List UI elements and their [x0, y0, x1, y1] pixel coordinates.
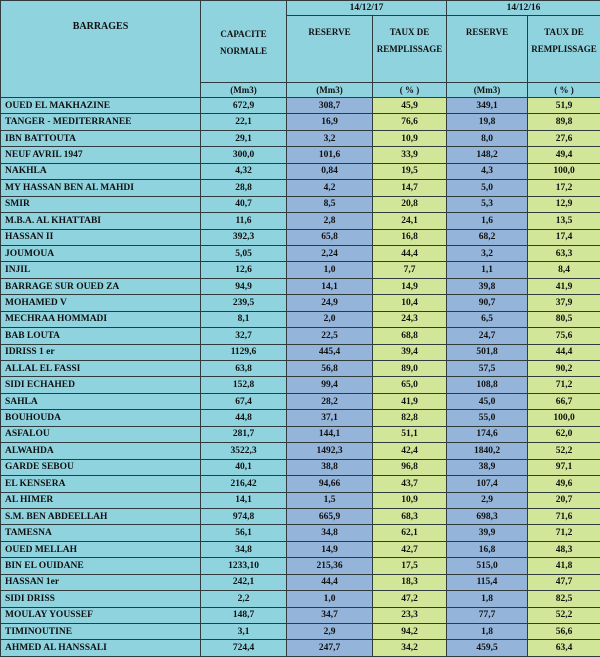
table-row	[1, 377, 600, 393]
dam-name: NEUF AVRIL 1947	[1, 147, 201, 163]
capacity-cell: 4,32	[201, 163, 287, 179]
capacity-cell: 974,8	[201, 508, 287, 524]
taux-2016-cell: 62,0	[528, 426, 600, 442]
table-row	[1, 311, 600, 327]
reserve-2016-cell: 108,8	[447, 377, 528, 393]
reserve-2017-cell: 14,9	[287, 541, 373, 557]
reserve-2017-cell: 34,7	[287, 607, 373, 623]
taux-2017-cell: 10,4	[373, 295, 447, 311]
reserve-2017-cell: 28,2	[287, 393, 373, 409]
reserve-2017-cell: 56,8	[287, 361, 373, 377]
taux-2016-cell: 37,9	[528, 295, 600, 311]
taux-2016-cell: 82,5	[528, 591, 600, 607]
table-row	[1, 541, 600, 557]
reserve-2017-cell: 2,24	[287, 245, 373, 261]
taux-2017-cell: 10,9	[373, 492, 447, 508]
taux-2016-cell: 13,5	[528, 213, 600, 229]
reserve-2017-cell: 1492,3	[287, 443, 373, 459]
table-row	[1, 624, 600, 640]
dam-name: AL HIMER	[1, 492, 201, 508]
reserve-2016-cell: 24,7	[447, 328, 528, 344]
dam-name: BIN EL OUIDANE	[1, 558, 201, 574]
reserve-2016-cell: 2,9	[447, 492, 528, 508]
table-row	[1, 574, 600, 590]
reserve-2017-cell: 4,2	[287, 180, 373, 196]
table-row	[1, 508, 600, 524]
dam-name: JOUMOUA	[1, 245, 201, 261]
taux-2017-cell: 10,9	[373, 130, 447, 146]
dam-name: SAHLA	[1, 393, 201, 409]
dam-name: SIDI DRISS	[1, 591, 201, 607]
taux-2016-cell: 100,0	[528, 410, 600, 426]
taux-2017-cell: 51,1	[373, 426, 447, 442]
reserve-2017-cell: 24,9	[287, 295, 373, 311]
taux-2017-cell: 23,3	[373, 607, 447, 623]
table-row	[1, 607, 600, 623]
header-unit-taux-2017: ( % )	[373, 83, 447, 98]
table-row	[1, 163, 600, 179]
taux-2017-cell: 42,7	[373, 541, 447, 557]
dam-name: HASSAN 1er	[1, 574, 201, 590]
taux-2016-cell: 47,7	[528, 574, 600, 590]
table-row	[1, 262, 600, 278]
reserve-2017-cell: 1,0	[287, 262, 373, 278]
reserve-2016-cell: 1,8	[447, 624, 528, 640]
reserve-2016-cell: 1,1	[447, 262, 528, 278]
table-header	[1, 1, 600, 98]
dam-name: ALWAHDA	[1, 443, 201, 459]
table-row	[1, 459, 600, 475]
taux-2017-cell: 16,8	[373, 229, 447, 245]
reserve-2017-cell: 1,0	[287, 591, 373, 607]
capacity-cell: 3,1	[201, 624, 287, 640]
taux-2017-cell: 47,2	[373, 591, 447, 607]
table-row	[1, 525, 600, 541]
taux-2017-cell: 14,9	[373, 278, 447, 294]
dam-name: OUED EL MAKHAZINE	[1, 98, 201, 114]
table-row	[1, 558, 600, 574]
table-row	[1, 196, 600, 212]
reserve-2016-cell: 90,7	[447, 295, 528, 311]
reserve-2016-cell: 38,9	[447, 459, 528, 475]
dam-name: SIDI ECHAHED	[1, 377, 201, 393]
taux-2016-cell: 63,3	[528, 245, 600, 261]
taux-2016-cell: 20,7	[528, 492, 600, 508]
reserve-2017-cell: 3,2	[287, 130, 373, 146]
capacity-cell: 40,7	[201, 196, 287, 212]
table-row	[1, 328, 600, 344]
table-row	[1, 278, 600, 294]
reserve-2016-cell: 6,5	[447, 311, 528, 327]
table-row	[1, 393, 600, 409]
reserve-2017-cell: 65,8	[287, 229, 373, 245]
table-row	[1, 114, 600, 130]
reserve-2017-cell: 665,9	[287, 508, 373, 524]
reserve-2017-cell: 2,0	[287, 311, 373, 327]
capacity-cell: 1233,10	[201, 558, 287, 574]
taux-2016-cell: 12,9	[528, 196, 600, 212]
taux-2016-cell: 44,4	[528, 344, 600, 360]
reserve-2017-cell: 144,1	[287, 426, 373, 442]
table-row	[1, 245, 600, 261]
capacity-cell: 28,8	[201, 180, 287, 196]
header-capacite: CAPACITE NORMALE	[201, 1, 287, 83]
taux-2016-cell: 56,6	[528, 624, 600, 640]
taux-2017-cell: 82,8	[373, 410, 447, 426]
capacity-cell: 300,0	[201, 147, 287, 163]
taux-2017-cell: 24,3	[373, 311, 447, 327]
taux-2016-cell: 71,2	[528, 525, 600, 541]
dam-name: IDRISS 1 er	[1, 344, 201, 360]
taux-2017-cell: 68,8	[373, 328, 447, 344]
reserve-2016-cell: 459,5	[447, 640, 528, 656]
table-row	[1, 180, 600, 196]
taux-2017-cell: 94,2	[373, 624, 447, 640]
taux-2017-cell: 39,4	[373, 344, 447, 360]
reserve-2017-cell: 445,4	[287, 344, 373, 360]
dam-name: TAMESNA	[1, 525, 201, 541]
reserve-2016-cell: 39,9	[447, 525, 528, 541]
taux-2017-cell: 43,7	[373, 476, 447, 492]
reserve-2016-cell: 3,2	[447, 245, 528, 261]
capacity-cell: 22,1	[201, 114, 287, 130]
dam-name: IBN BATTOUTA	[1, 130, 201, 146]
table-row	[1, 426, 600, 442]
table-row	[1, 130, 600, 146]
reserve-2016-cell: 68,2	[447, 229, 528, 245]
table-row	[1, 295, 600, 311]
reserve-2017-cell: 215,36	[287, 558, 373, 574]
dam-name: MY HASSAN BEN AL MAHDI	[1, 180, 201, 196]
header-reserve-2017: RESERVE	[287, 16, 373, 83]
header-unit-reserve-2016: (Mm3)	[447, 83, 528, 98]
taux-2016-cell: 52,2	[528, 443, 600, 459]
taux-2017-cell: 7,7	[373, 262, 447, 278]
dam-name: TANGER - MEDITERRANEE	[1, 114, 201, 130]
capacity-cell: 2,2	[201, 591, 287, 607]
header-date-2017: 14/12/17	[287, 1, 447, 16]
dam-name: S.M. BEN ABDEELLAH	[1, 508, 201, 524]
taux-2017-cell: 18,3	[373, 574, 447, 590]
header-unit-capacite: (Mm3)	[201, 83, 287, 98]
taux-2017-cell: 24,1	[373, 213, 447, 229]
dam-name: MOHAMED V	[1, 295, 201, 311]
taux-2017-cell: 65,0	[373, 377, 447, 393]
dam-name: SMIR	[1, 196, 201, 212]
reserve-2016-cell: 1,8	[447, 591, 528, 607]
reserve-2017-cell: 101,6	[287, 147, 373, 163]
taux-2017-cell: 20,8	[373, 196, 447, 212]
taux-2016-cell: 80,5	[528, 311, 600, 327]
taux-2017-cell: 33,9	[373, 147, 447, 163]
capacity-cell: 40,1	[201, 459, 287, 475]
capacity-cell: 67,4	[201, 393, 287, 409]
table-row	[1, 443, 600, 459]
dam-name: BAB LOUTA	[1, 328, 201, 344]
table-row	[1, 361, 600, 377]
taux-2016-cell: 49,4	[528, 147, 600, 163]
reserve-2016-cell: 349,1	[447, 98, 528, 114]
capacity-cell: 56,1	[201, 525, 287, 541]
taux-2016-cell: 71,2	[528, 377, 600, 393]
reserve-2016-cell: 57,5	[447, 361, 528, 377]
reserve-2017-cell: 14,1	[287, 278, 373, 294]
taux-2016-cell: 17,4	[528, 229, 600, 245]
capacity-cell: 152,8	[201, 377, 287, 393]
table-row	[1, 640, 600, 656]
taux-2017-cell: 45,9	[373, 98, 447, 114]
reserve-2017-cell: 308,7	[287, 98, 373, 114]
taux-2016-cell: 63,4	[528, 640, 600, 656]
table-row	[1, 98, 600, 114]
capacity-cell: 392,3	[201, 229, 287, 245]
reserve-2017-cell: 22,5	[287, 328, 373, 344]
reserve-2016-cell: 45,0	[447, 393, 528, 409]
dam-name: ALLAL EL FASSI	[1, 361, 201, 377]
reserve-2016-cell: 5,0	[447, 180, 528, 196]
reserve-2016-cell: 39,8	[447, 278, 528, 294]
capacity-cell: 12,6	[201, 262, 287, 278]
capacity-cell: 34,8	[201, 541, 287, 557]
reserve-2016-cell: 19,8	[447, 114, 528, 130]
header-taux-2017: TAUX DE REMPLISSAGE	[373, 16, 447, 83]
dam-name: NAKHLA	[1, 163, 201, 179]
header-unit-reserve-2017: (Mm3)	[287, 83, 373, 98]
taux-2017-cell: 76,6	[373, 114, 447, 130]
capacity-cell: 724,4	[201, 640, 287, 656]
taux-2016-cell: 17,2	[528, 180, 600, 196]
capacity-cell: 14,1	[201, 492, 287, 508]
reserve-2017-cell: 16,9	[287, 114, 373, 130]
capacity-cell: 1129,6	[201, 344, 287, 360]
taux-2016-cell: 8,4	[528, 262, 600, 278]
dam-name: OUED MELLAH	[1, 541, 201, 557]
reserve-2017-cell: 99,4	[287, 377, 373, 393]
reserve-2016-cell: 107,4	[447, 476, 528, 492]
dam-name: GARDE SEBOU	[1, 459, 201, 475]
header-taux-2016: TAUX DE REMPLISSAGE	[528, 16, 600, 83]
capacity-cell: 32,7	[201, 328, 287, 344]
reserve-2017-cell: 38,8	[287, 459, 373, 475]
dam-name: ASFALOU	[1, 426, 201, 442]
capacity-cell: 239,5	[201, 295, 287, 311]
capacity-cell: 281,7	[201, 426, 287, 442]
capacity-cell: 63,8	[201, 361, 287, 377]
reserve-2017-cell: 8,5	[287, 196, 373, 212]
taux-2017-cell: 42,4	[373, 443, 447, 459]
capacity-cell: 8,1	[201, 311, 287, 327]
reserve-2017-cell: 94,66	[287, 476, 373, 492]
reserve-2017-cell: 44,4	[287, 574, 373, 590]
reserve-2016-cell: 1840,2	[447, 443, 528, 459]
dam-name: BARRAGE SUR OUED ZA	[1, 278, 201, 294]
reserve-2016-cell: 77,7	[447, 607, 528, 623]
taux-2017-cell: 62,1	[373, 525, 447, 541]
capacity-cell: 672,9	[201, 98, 287, 114]
header-reserve-2016: RESERVE	[447, 16, 528, 83]
reserve-2017-cell: 0,84	[287, 163, 373, 179]
taux-2016-cell: 27,6	[528, 130, 600, 146]
taux-2016-cell: 49,6	[528, 476, 600, 492]
reserve-2016-cell: 515,0	[447, 558, 528, 574]
taux-2016-cell: 71,6	[528, 508, 600, 524]
reserve-2016-cell: 55,0	[447, 410, 528, 426]
dam-name: MECHRAA HOMMADI	[1, 311, 201, 327]
table-row	[1, 410, 600, 426]
dam-name: INJIL	[1, 262, 201, 278]
header-unit-taux-2016: ( % )	[528, 83, 600, 98]
dam-name: TIMINOUTINE	[1, 624, 201, 640]
capacity-cell: 216,42	[201, 476, 287, 492]
capacity-cell: 242,1	[201, 574, 287, 590]
capacity-cell: 3522,3	[201, 443, 287, 459]
reserve-2017-cell: 2,8	[287, 213, 373, 229]
taux-2016-cell: 75,6	[528, 328, 600, 344]
dam-name: AHMED AL HANSSALI	[1, 640, 201, 656]
reserve-2017-cell: 247,7	[287, 640, 373, 656]
taux-2016-cell: 100,0	[528, 163, 600, 179]
table-row	[1, 147, 600, 163]
taux-2017-cell: 14,7	[373, 180, 447, 196]
reserve-2016-cell: 8,0	[447, 130, 528, 146]
capacity-cell: 5,05	[201, 245, 287, 261]
table-row	[1, 344, 600, 360]
taux-2017-cell: 44,4	[373, 245, 447, 261]
taux-2017-cell: 19,5	[373, 163, 447, 179]
taux-2016-cell: 90,2	[528, 361, 600, 377]
table-row	[1, 591, 600, 607]
capacity-cell: 148,7	[201, 607, 287, 623]
capacity-cell: 94,9	[201, 278, 287, 294]
dam-name: M.B.A. AL KHATTABI	[1, 213, 201, 229]
taux-2016-cell: 89,8	[528, 114, 600, 130]
capacity-cell: 44,8	[201, 410, 287, 426]
reserve-2016-cell: 16,8	[447, 541, 528, 557]
taux-2017-cell: 34,2	[373, 640, 447, 656]
taux-2016-cell: 66,7	[528, 393, 600, 409]
table-row	[1, 213, 600, 229]
dam-name: BOUHOUDA	[1, 410, 201, 426]
table-row	[1, 476, 600, 492]
reserve-2016-cell: 501,8	[447, 344, 528, 360]
table-body	[1, 98, 600, 657]
table-row	[1, 229, 600, 245]
taux-2016-cell: 51,9	[528, 98, 600, 114]
reserve-2017-cell: 37,1	[287, 410, 373, 426]
taux-2017-cell: 96,8	[373, 459, 447, 475]
taux-2017-cell: 89,0	[373, 361, 447, 377]
dam-name: MOULAY YOUSSEF	[1, 607, 201, 623]
dam-name: EL KENSERA	[1, 476, 201, 492]
reserve-2017-cell: 1,5	[287, 492, 373, 508]
capacity-cell: 11,6	[201, 213, 287, 229]
reserve-2016-cell: 4,3	[447, 163, 528, 179]
taux-2016-cell: 48,3	[528, 541, 600, 557]
taux-2016-cell: 41,8	[528, 558, 600, 574]
reserve-2016-cell: 698,3	[447, 508, 528, 524]
header-date-2016: 14/12/16	[447, 1, 600, 16]
reserve-2016-cell: 5,3	[447, 196, 528, 212]
dam-name: HASSAN II	[1, 229, 201, 245]
taux-2017-cell: 68,3	[373, 508, 447, 524]
table-row	[1, 492, 600, 508]
capacity-cell: 29,1	[201, 130, 287, 146]
reserve-2016-cell: 1,6	[447, 213, 528, 229]
reserve-2016-cell: 148,2	[447, 147, 528, 163]
taux-2016-cell: 97,1	[528, 459, 600, 475]
reserve-2017-cell: 2,9	[287, 624, 373, 640]
taux-2016-cell: 41,9	[528, 278, 600, 294]
reserve-2017-cell: 34,8	[287, 525, 373, 541]
taux-2016-cell: 52,2	[528, 607, 600, 623]
reserve-2016-cell: 115,4	[447, 574, 528, 590]
reserve-2016-cell: 174,6	[447, 426, 528, 442]
taux-2017-cell: 17,5	[373, 558, 447, 574]
header-barrages: BARRAGES	[1, 1, 201, 98]
taux-2017-cell: 41,9	[373, 393, 447, 409]
